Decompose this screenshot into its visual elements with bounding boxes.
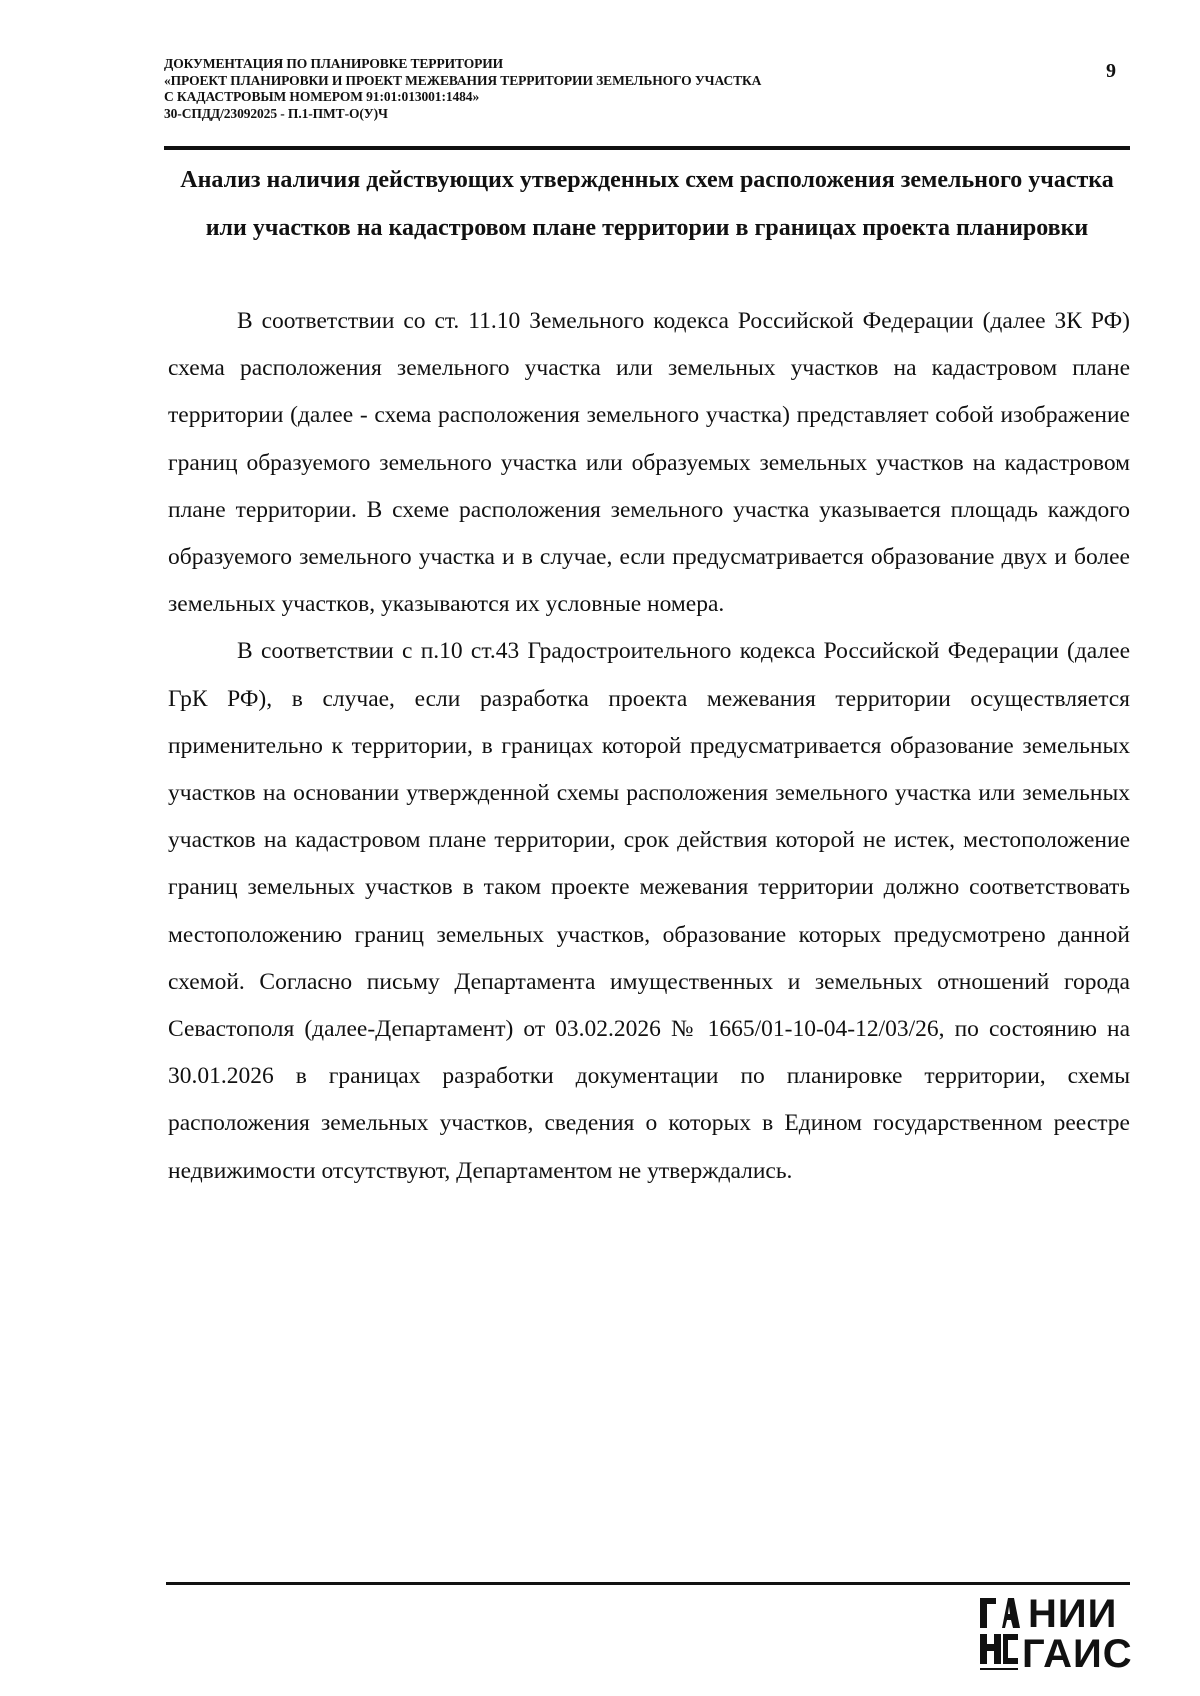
paragraph-1: В соответствии со ст. 11.10 Земельного кодекса Российской Федерации (далее ЗК РФ) схема расположения земельного участка или земельных участков на кадастровом плане территории (далее - схема расположения земельного участка) представляет собой изображение границ образуемого земельного участка или образуемых земельных участков на кадастровом плане территории. В схеме расположения земельного участка указывается площадь каждого образуемого земельного участка и в случае, если предусматривается образование двух и более земельных участков, указываются их условные номера. [168,308,1130,618]
header-line-4: 30-СПДД/23092025 - П.1-ПМТ-О(У)Ч [164,105,388,121]
logo-text-line-2: ГАИС [1022,1632,1133,1676]
header-line-2: «ПРОЕКТ ПЛАНИРОВКИ И ПРОЕКТ МЕЖЕВАНИЯ ТЕРРИТОРИИ ЗЕМЕЛЬНОГО УЧАСТКА [164,72,762,88]
page-number: 9 [1106,60,1116,82]
body-text [168,298,1130,1195]
company-logo [978,1594,1148,1676]
paragraph-2: В соответствии с п.10 ст.43 Градостроительного кодекса Российской Федерации (далее ГрК РФ), в случае, если разработка проекта межевания территории осуществляется применительно к территории, в границах которой предусматривается образование земельных участков на основании утвержденной схемы расположения земельного участка или земельных участков на кадастровом плане территории, срок действия которой не истек, местоположение границ земельных участков в таком проекте межевания территории должно соответствовать местоположению границ земельных участков, образование которых предусмотрено данной схемой. Согласно письму Департамента имущественных и земельных отношений города Севастополя (далее-Департамент) от 03.02.2026 № 1665/01-10-04-12/03/26, по состоянию на 30.01.2026 в границах разработки документации по планировке территории, схемы расположения земельных участков, сведения о которых в Едином государственном реестре недвижимости отсутствуют, Департаментом не утверждались. [168,638,1130,1184]
footer-divider [166,1582,1130,1585]
header-line-3: С КАДАСТРОВЫМ НОМЕРОМ 91:01:013001:1484» [164,89,480,104]
document-header [164,56,994,122]
logo-text-line-1: НИИ [1028,1592,1118,1636]
header-divider [164,146,1130,150]
section-title: Анализ наличия действующих утвержденных схем расположения земельного участка или участков на кадастровом плане территории в границах проекта планировки [180,167,1114,241]
gaiis-monogram-icon [978,1594,1018,1674]
header-line-1: ДОКУМЕНТАЦИЯ ПО ПЛАНИРОВКЕ ТЕРРИТОРИИ [164,56,504,71]
